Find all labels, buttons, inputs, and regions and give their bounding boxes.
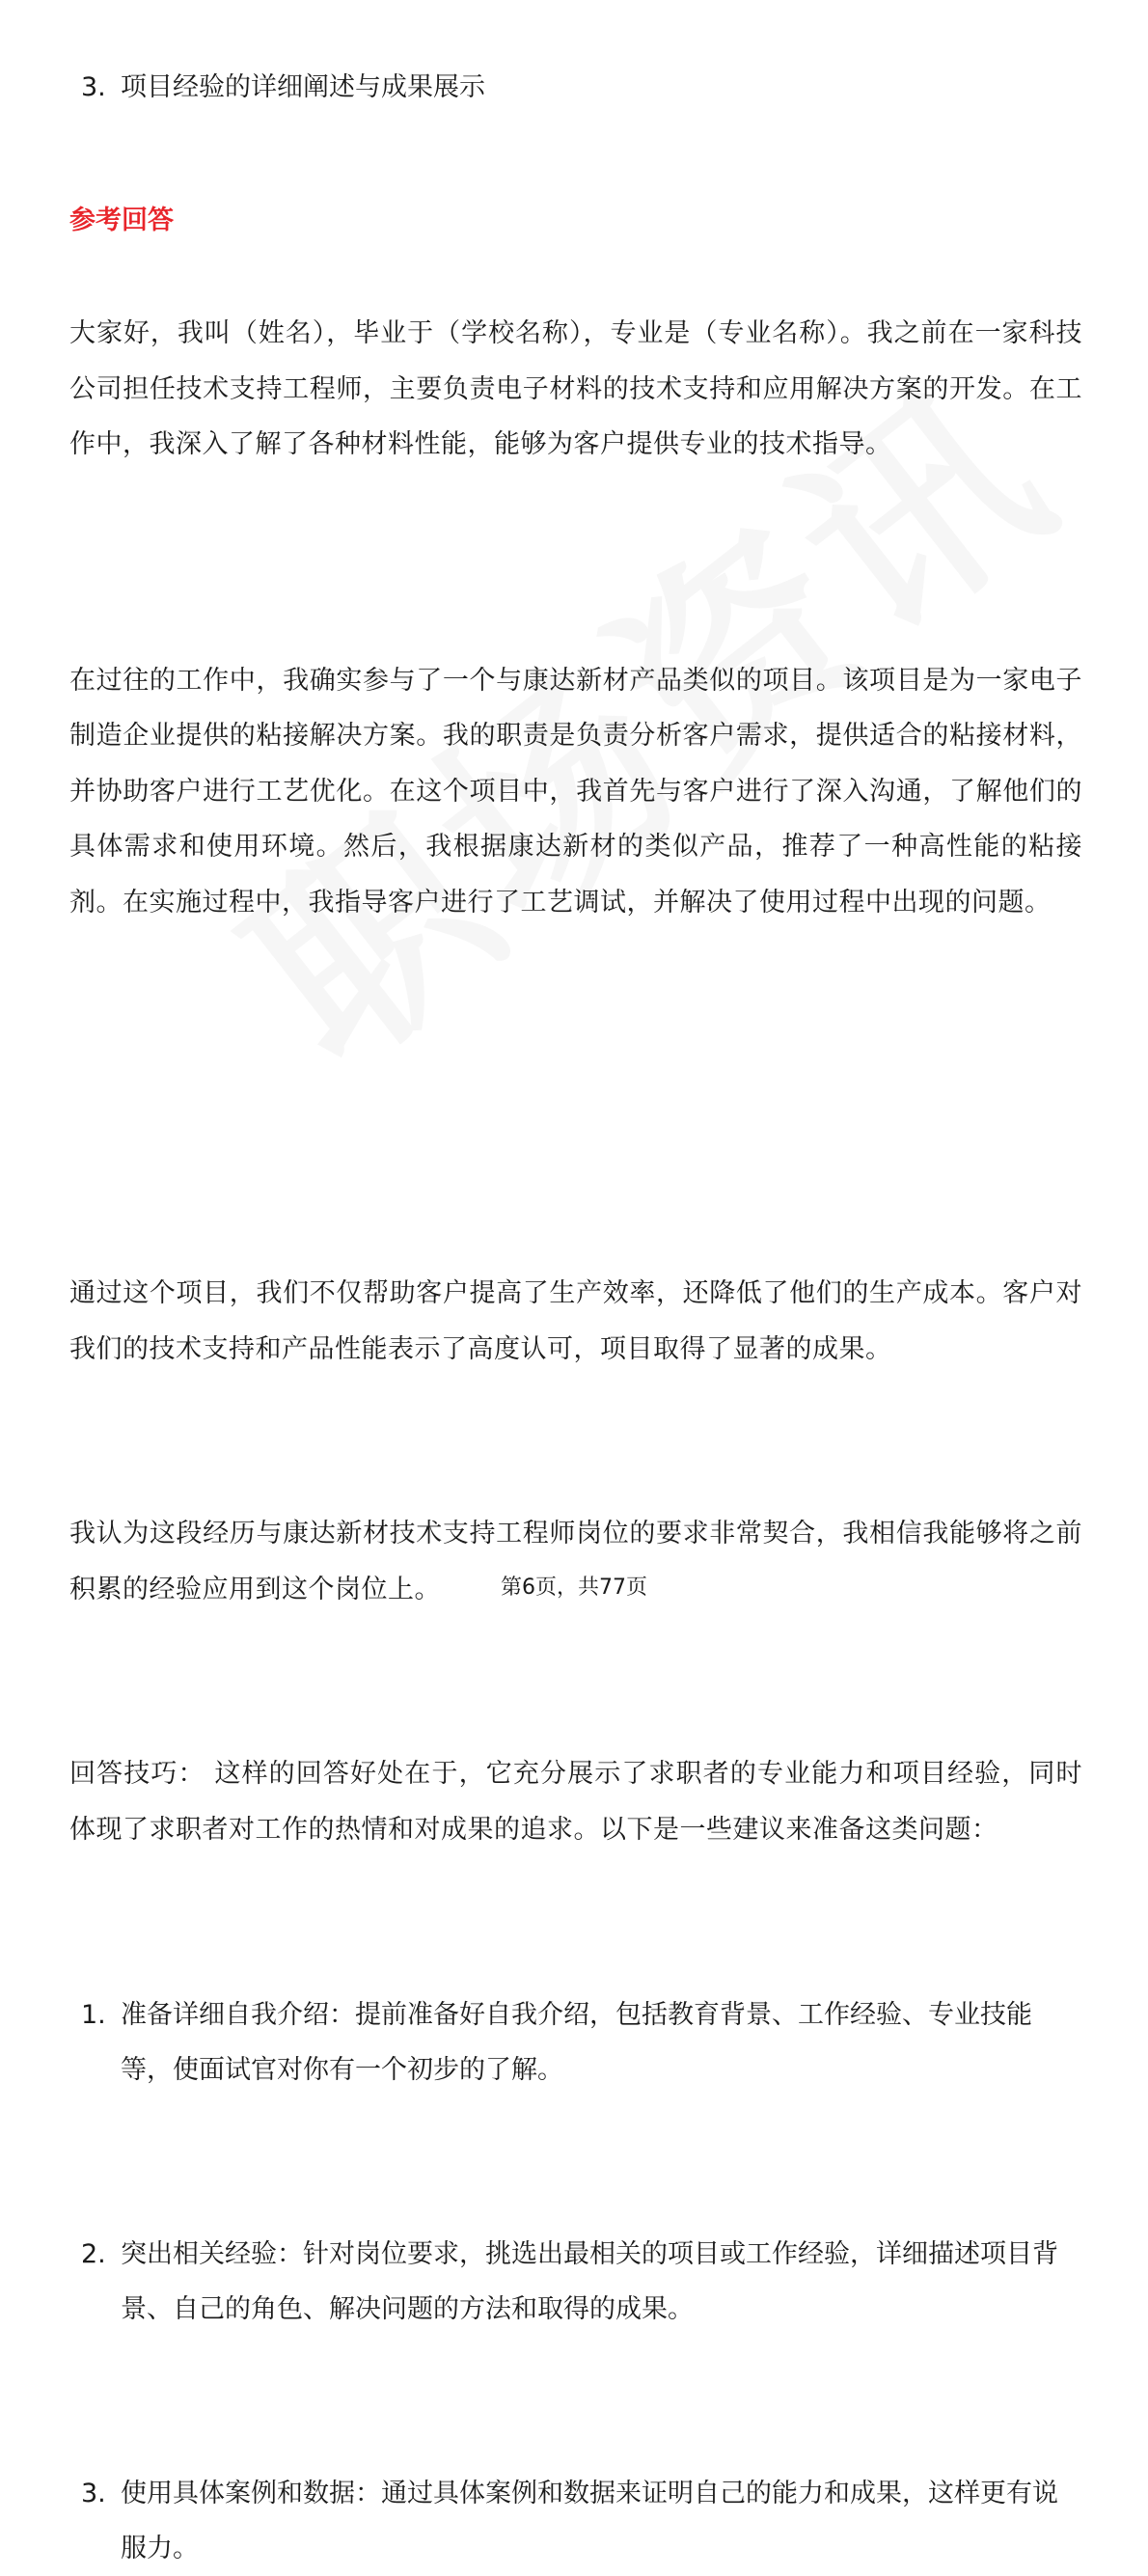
list-text: 使用具体案例和数据：通过具体案例和数据来证明自己的能力和成果，这样更有说服力。 (121, 2479, 1058, 2563)
tip-item (69, 1987, 1082, 2097)
paragraph-project: 在过往的工作中，我确实参与了一个与康达新材产品类似的项目。该项目是为一家电子制造企业提供的粘接解决方案。我的职责是负责分析客户需求，提供适合的粘接材料，并协助客户进行工艺优化。在这个项目中，我首先与客户进行了深入沟通，了解他们的具体需求和使用环境。然后，我根据康达新材的类似产品，推荐了一种高性能的粘接剂。在实施过程中，我指导客户进行了工艺调试，并解决了使用过程中出现的问题。 (69, 665, 1082, 918)
page-footer: 第6页，共77页 (501, 1576, 647, 1600)
paragraph-fit: 我认为这段经历与康达新材技术支持工程师岗位的要求非常契合，我相信我能够将之前积累的经验应用到这个岗位上。 (69, 1519, 1082, 1604)
tip-item (69, 2227, 1082, 2337)
list-number: 3. (81, 72, 106, 102)
paragraph-tips-intro: 回答技巧： 这样的回答好处在于，它充分展示了求职者的专业能力和项目经验，同时体现了求职者对工作的热情和对成果的追求。以下是一些建议来准备这类问题： (69, 1759, 1082, 1845)
tip-item (69, 2466, 1082, 2576)
list-number: 3. (81, 2479, 106, 2508)
list-text: 突出相关经验：针对岗位要求，挑选出最相关的项目或工作经验，详细描述项目背景、自己的角色、解决问题的方法和取得的成果。 (121, 2239, 1058, 2324)
top-list-item (69, 60, 1082, 115)
list-text: 项目经验的详细阐述与成果展示 (121, 72, 485, 102)
reference-answer-heading: 参考回答 (69, 206, 174, 235)
list-number: 1. (81, 2000, 106, 2030)
list-number: 2. (81, 2239, 106, 2269)
list-text: 准备详细自我介绍：提前准备好自我介绍，包括教育背景、工作经验、专业技能等，使面试官对你有一个初步的了解。 (121, 2000, 1032, 2085)
document-page (69, 0, 1082, 2563)
paragraph-results: 通过这个项目，我们不仅帮助客户提高了生产效率，还降低了他们的生产成本。客户对我们的技术支持和产品性能表示了高度认可，项目取得了显著的成果。 (69, 1278, 1082, 1364)
paragraph-intro: 大家好，我叫（姓名），毕业于（学校名称），专业是（专业名称）。我之前在一家科技公司担任技术支持工程师，主要负责电子材料的技术支持和应用解决方案的开发。在工作中，我深入了解了各种材料性能，能够为客户提供专业的技术指导。 (69, 318, 1082, 459)
